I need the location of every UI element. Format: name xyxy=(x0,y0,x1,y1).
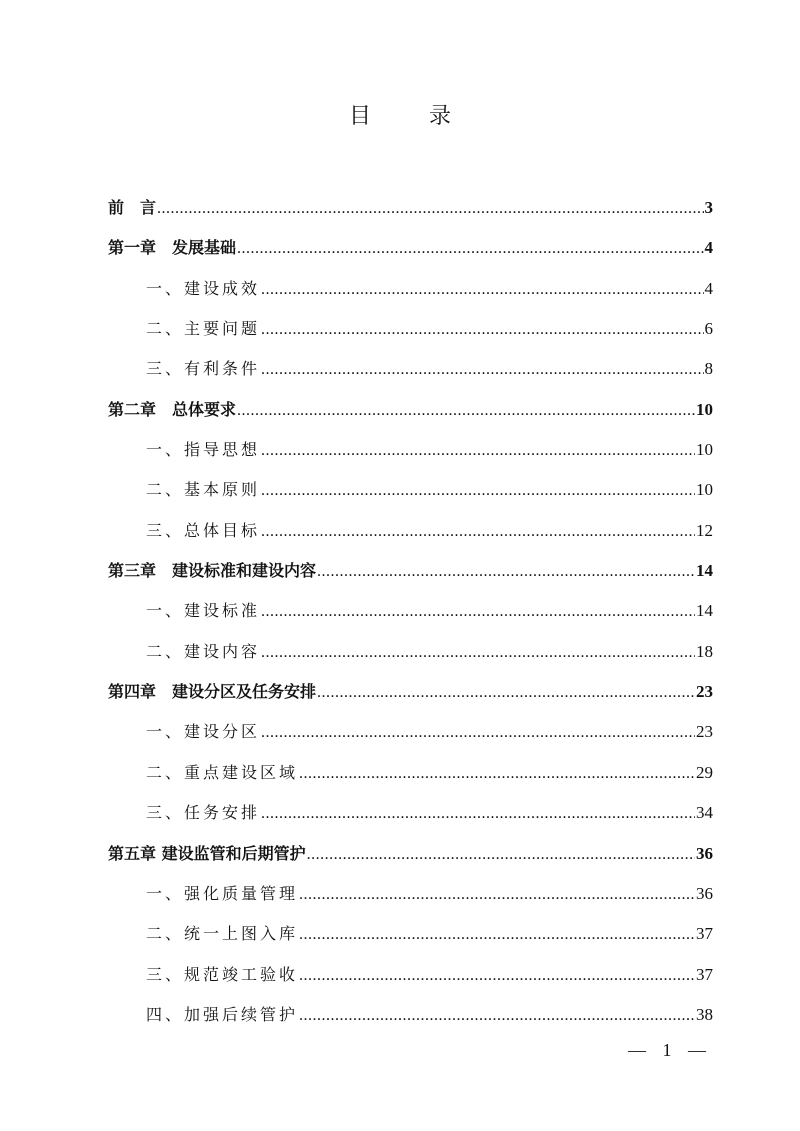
toc-entry-section[interactable] xyxy=(108,598,713,638)
toc-entry-page: 29 xyxy=(696,762,713,782)
toc-entry-page: 10 xyxy=(696,399,713,419)
toc-entry-page: 36 xyxy=(696,843,713,863)
toc-entry-preface[interactable] xyxy=(108,195,713,235)
dot-leader xyxy=(261,277,703,303)
toc-entry-section[interactable] xyxy=(108,276,713,316)
toc-entry-page: 18 xyxy=(696,641,713,661)
dot-leader xyxy=(261,519,695,545)
toc-entry-label: 二、统一上图入库 xyxy=(146,924,299,944)
toc-entry-section[interactable] xyxy=(108,921,713,961)
toc-entry-section[interactable] xyxy=(108,1002,713,1042)
toc-entry-page: 36 xyxy=(696,883,713,903)
toc-entry-section[interactable] xyxy=(108,639,713,679)
toc-entry-page: 37 xyxy=(696,964,713,984)
toc-entry-page: 10 xyxy=(696,480,713,500)
toc-entry-page: 37 xyxy=(696,924,713,944)
table-of-contents xyxy=(108,195,713,1042)
toc-entry-page: 38 xyxy=(696,1004,713,1024)
toc-entry-label: 一、建设标准 xyxy=(146,601,261,621)
toc-entry-label: 一、指导思想 xyxy=(146,440,261,460)
toc-entry-page: 14 xyxy=(696,601,713,621)
toc-entry-label: 第二章 总体要求 xyxy=(108,399,237,419)
page-number-footer: — 1 — xyxy=(628,1040,712,1060)
toc-entry-label: 三、任务安排 xyxy=(146,803,261,823)
toc-entry-section[interactable] xyxy=(108,437,713,477)
toc-entry-section[interactable] xyxy=(108,356,713,396)
dot-leader xyxy=(261,317,703,343)
toc-entry-label: 前 言 xyxy=(108,198,157,217)
toc-entry-section[interactable] xyxy=(108,962,713,1002)
toc-entry-label: 第四章 建设分区及任务安排 xyxy=(108,682,317,702)
toc-entry-section[interactable] xyxy=(108,518,713,558)
dot-leader xyxy=(237,236,703,262)
toc-entry-label: 二、基本原则 xyxy=(146,480,261,500)
dot-leader xyxy=(261,720,695,746)
toc-entry-page: 4 xyxy=(704,238,713,258)
toc-entry-page: 34 xyxy=(696,803,713,823)
toc-entry-label: 二、重点建设区域 xyxy=(146,762,299,782)
toc-entry-chapter-3[interactable] xyxy=(108,558,713,598)
toc-entry-section[interactable] xyxy=(108,800,713,840)
dot-leader xyxy=(299,761,695,787)
toc-entry-label: 第一章 发展基础 xyxy=(108,238,237,258)
toc-entry-label: 三、规范竣工验收 xyxy=(146,964,299,984)
dot-leader xyxy=(157,196,703,222)
dot-leader xyxy=(299,963,695,989)
toc-entry-section[interactable] xyxy=(108,477,713,517)
toc-entry-page: 14 xyxy=(696,561,713,581)
toc-entry-label: 二、主要问题 xyxy=(146,319,261,339)
toc-entry-chapter-4[interactable] xyxy=(108,679,713,719)
dot-leader xyxy=(261,438,695,464)
dot-leader xyxy=(307,842,695,868)
toc-entry-page: 10 xyxy=(696,440,713,460)
toc-entry-chapter-5[interactable] xyxy=(108,841,713,881)
toc-entry-label: 一、建设成效 xyxy=(146,278,261,298)
toc-entry-label: 三、总体目标 xyxy=(146,520,261,540)
toc-entry-label: 二、建设内容 xyxy=(146,641,261,661)
toc-entry-section[interactable] xyxy=(108,881,713,921)
toc-entry-label: 四、加强后续管护 xyxy=(146,1004,299,1024)
toc-entry-label: 第三章 建设标准和建设内容 xyxy=(108,561,317,581)
dot-leader xyxy=(299,1003,695,1029)
toc-entry-chapter-2[interactable] xyxy=(108,397,713,437)
toc-entry-section[interactable] xyxy=(108,316,713,356)
toc-entry-label: 一、建设分区 xyxy=(146,722,261,742)
dot-leader xyxy=(261,478,695,504)
toc-entry-page: 23 xyxy=(696,722,713,742)
toc-entry-section[interactable] xyxy=(108,760,713,800)
dot-leader xyxy=(299,922,695,948)
dot-leader xyxy=(237,398,695,424)
toc-entry-chapter-1[interactable] xyxy=(108,235,713,275)
toc-entry-section[interactable] xyxy=(108,719,713,759)
toc-entry-label: 一、强化质量管理 xyxy=(146,883,299,903)
dot-leader xyxy=(317,559,695,585)
toc-entry-label: 三、有利条件 xyxy=(146,359,261,379)
dot-leader xyxy=(299,882,695,908)
toc-entry-page: 12 xyxy=(696,520,713,540)
toc-title: 目 录 xyxy=(348,104,469,129)
dot-leader xyxy=(261,640,695,666)
toc-entry-page: 8 xyxy=(704,359,713,379)
toc-entry-label: 第五章 建设监管和后期管护 xyxy=(108,843,306,863)
dot-leader xyxy=(261,599,695,625)
dot-leader xyxy=(317,680,695,706)
dot-leader xyxy=(261,801,695,827)
toc-entry-page: 23 xyxy=(696,682,713,702)
toc-entry-page: 6 xyxy=(704,319,713,339)
dot-leader xyxy=(261,357,703,383)
toc-entry-page: 4 xyxy=(704,278,713,298)
toc-entry-page: 3 xyxy=(704,198,713,217)
